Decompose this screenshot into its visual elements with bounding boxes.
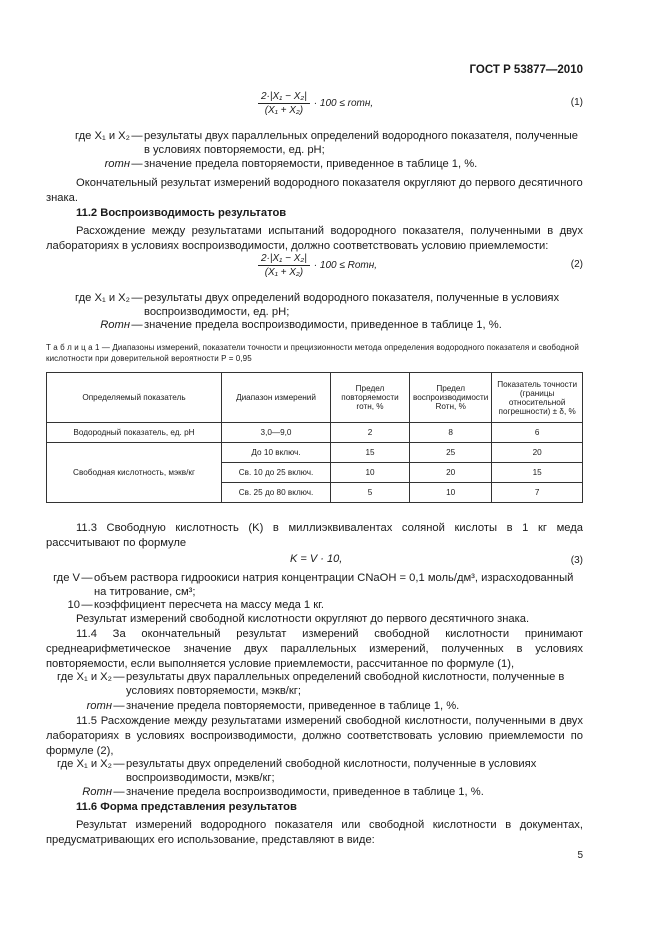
definition-term: где X₁ и X₂: [57, 671, 112, 683]
table-row: [47, 443, 583, 463]
paragraph-11-5: 11.5 Расхождение между результатами измерений свободной кислотности, полученными в двух лабораториях в условиях воспроизводимости, должно соответствовать условию приемлемости по формуле (2),: [46, 715, 583, 757]
equation-1-number: (1): [570, 97, 583, 108]
definition-10: 10 — коэффициент пересчета на массу меда 1 кг.: [30, 598, 583, 612]
table-cell: 20: [410, 463, 492, 483]
paragraph-11-3: 11.3 Свободную кислотность (K) в миллиэквивалентах соляной кислоты в 1 кг меда рассчитывают по формуле: [46, 522, 583, 549]
table-cell: 15: [331, 443, 410, 463]
definition-r-otn: rотн — значение предела повторяемости, приведенное в таблице 1, %.: [46, 157, 583, 171]
table-header-cell: Предел повторяемости rотн, %: [331, 373, 410, 423]
table-cell: 10: [331, 463, 410, 483]
equation-1-fraction: [258, 91, 310, 116]
equation-2: [258, 253, 377, 278]
equation-1-numerator: 2·|X₁ − X₂|: [258, 91, 310, 104]
table-cell: 10: [410, 483, 492, 503]
table-cell: 5: [331, 483, 410, 503]
table-cell: 20: [492, 443, 583, 463]
equation-2-numerator: 2·|X₁ − X₂|: [258, 253, 310, 266]
definition-text: значение предела повторяемости, приведенное в таблице 1, %.: [144, 158, 478, 170]
paragraph-11-6: Результат измерений водородного показателя или свободной кислотности в документах, предусматривающих его использование, представляют в виде:: [46, 819, 583, 846]
paragraph-11-4: 11.4 За окончательный результат измерений свободной кислотности принимают среднеарифметическое значение двух параллельных измерений, полученных в условиях повторяемости, если выполняется условие приемлемости, рассчитанное по формуле (1),: [46, 628, 583, 670]
equation-1: [258, 91, 373, 116]
definition-text: результаты двух определений водородного показателя, полученные в условиях воспроизводимости, ед. pH;: [144, 292, 560, 318]
definition-text: результаты двух параллельных определений водородного показателя, полученные в условиях повторяемости, ед. pH;: [144, 130, 579, 156]
definition-text: объем раствора гидроокиси натрия концентрации CNaOH = 0,1 моль/дм³, израсходованный на титрование, см³;: [94, 572, 574, 598]
definition-x1-x2-acidity-reproducibility: где X₁ и X₂ — результаты двух определений свободной кислотности, полученные в условиях воспроизводимости, мэкв/кг;: [46, 757, 583, 785]
equation-1-tail: · 100 ≤ rотн,: [313, 98, 374, 109]
definition-term: rотн: [86, 700, 112, 712]
section-heading-11-6: 11.6 Форма представления результатов: [76, 801, 297, 813]
equation-2-number: (2): [570, 259, 583, 270]
table-cell: 25: [410, 443, 492, 463]
equation-1-denominator: (X₁ + X₂): [264, 105, 304, 116]
table-header-cell: Показатель точности (границы относительной погрешности) ± δ, %: [492, 373, 583, 423]
definition-text: результаты двух определений свободной кислотности, полученные в условиях воспроизводимости, мэкв/кг;: [126, 758, 537, 784]
paragraph-final-acidity: Результат измерений свободной кислотности округляют до первого десятичного знака.: [76, 613, 530, 625]
table-header-row: [47, 373, 583, 423]
definition-term: Rотн: [100, 319, 130, 331]
table-row: [47, 423, 583, 443]
definition-term: rотн: [104, 158, 130, 170]
table-cell: 3,0—9,0: [222, 423, 331, 443]
table-cell: Св. 10 до 25 включ.: [222, 463, 331, 483]
equation-2-fraction: [258, 253, 310, 278]
definition-r-otn-acidity: rотн — значение предела повторяемости, приведенное в таблице 1, %.: [46, 699, 583, 713]
definition-R-otn: Rотн — значение предела воспроизводимости, приведенное в таблице 1, %.: [46, 318, 583, 332]
definition-term: где V: [53, 572, 80, 584]
section-heading-11-2: 11.2 Воспроизводимость результатов: [76, 207, 287, 219]
definition-text: коэффициент пересчета на массу меда 1 кг.: [94, 599, 324, 611]
equation-3: K = V · 10,: [290, 553, 343, 565]
table-1: [46, 372, 583, 503]
definition-text: результаты двух параллельных определений свободной кислотности, полученные в условиях повторяемости, мэкв/кг;: [126, 671, 565, 697]
definition-term: Rотн: [82, 786, 112, 798]
table-header-cell: Предел воспроизводимости Rотн, %: [410, 373, 492, 423]
definition-term: где X₁ и X₂: [75, 130, 130, 142]
table-cell: 6: [492, 423, 583, 443]
document-header: ГОСТ Р 53877—2010: [469, 64, 583, 76]
definition-v: где V — объем раствора гидроокиси натрия концентрации CNaOH = 0,1 моль/дм³, израсходованный на титрование, см³;: [30, 571, 583, 599]
table-cell: 15: [492, 463, 583, 483]
table-cell: Св. 25 до 80 включ.: [222, 483, 331, 503]
definition-term: где X₁ и X₂: [75, 292, 130, 304]
definition-text: значение предела воспроизводимости, приведенное в таблице 1, %.: [144, 319, 502, 331]
equation-2-tail: · 100 ≤ Rотн,: [313, 260, 378, 271]
definition-text: значение предела повторяемости, приведенное в таблице 1, %.: [126, 700, 460, 712]
equation-3-number: (3): [570, 555, 583, 566]
definition-x1-x2-reproducibility: где X₁ и X₂ — результаты двух определений водородного показателя, полученные в условиях воспроизводимости, ед. pH;: [46, 291, 583, 319]
definition-x1-x2-acidity: где X₁ и X₂ — результаты двух параллельных определений свободной кислотности, полученные в условиях повторяемости, мэкв/кг;: [46, 670, 583, 698]
definition-term: 10: [67, 599, 80, 611]
table-caption: Т а б л и ц а 1 — Диапазоны измерений, показатели точности и прецизионности метода определения водородного показателя и свободной кислотности при доверительной вероятности P = 0,95: [46, 343, 579, 363]
paragraph-11-2: Расхождение между результатами испытаний водородного показателя, полученными в двух лабораториях в условиях воспроизводимости, должно соответствовать условию приемлемости:: [46, 225, 583, 252]
definition-term: где X₁ и X₂: [57, 758, 112, 770]
table-cell: Водородный показатель, ед. pH: [47, 423, 222, 443]
table-header-cell: Определяемый показатель: [47, 373, 222, 423]
paragraph-final-ph: Окончательный результат измерений водородного показателя округляют до первого десятичного знака.: [46, 177, 583, 204]
definition-R-otn-acidity: Rотн — значение предела воспроизводимости, приведенное в таблице 1, %.: [46, 785, 583, 799]
table-cell: 8: [410, 423, 492, 443]
definition-x1-x2: где X₁ и X₂ — результаты двух параллельных определений водородного показателя, полученные в условиях повторяемости, ед. pH;: [46, 129, 583, 157]
table-cell: Свободная кислотность, мэкв/кг: [47, 443, 222, 503]
definition-text: значение предела воспроизводимости, приведенное в таблице 1, %.: [126, 786, 484, 798]
table-header-cell: Диапазон измерений: [222, 373, 331, 423]
table-cell: 2: [331, 423, 410, 443]
equation-2-denominator: (X₁ + X₂): [264, 267, 304, 278]
page-number: 5: [577, 850, 583, 861]
table-cell: До 10 включ.: [222, 443, 331, 463]
table-cell: 7: [492, 483, 583, 503]
